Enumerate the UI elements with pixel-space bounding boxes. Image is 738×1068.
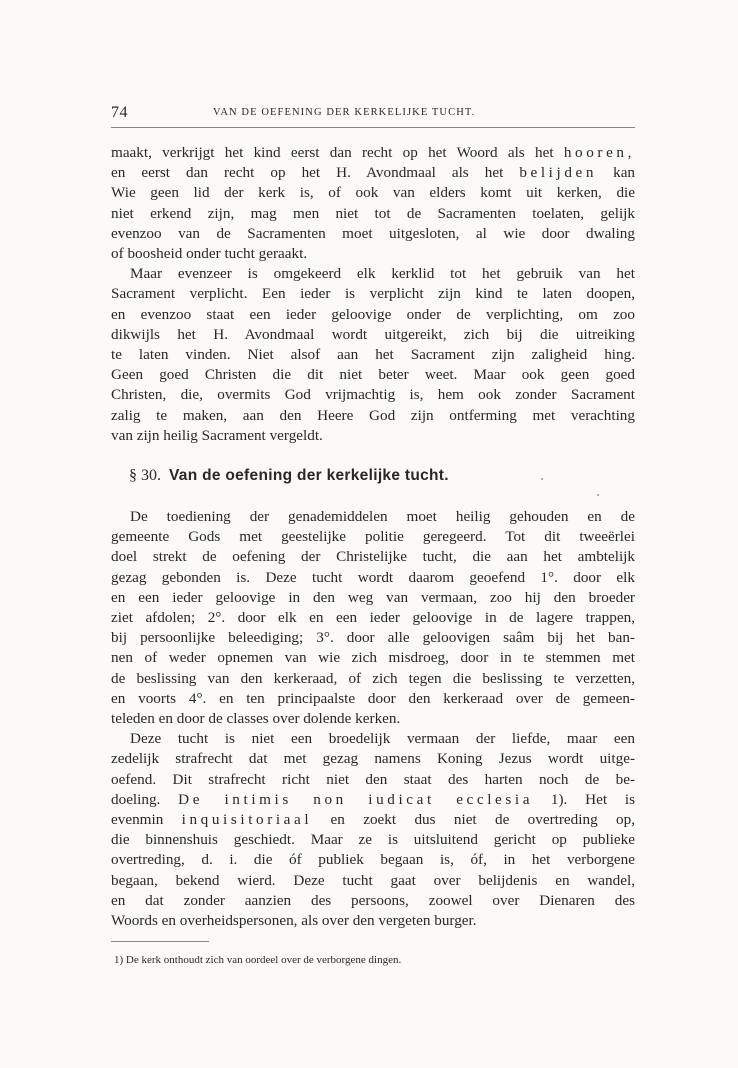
text-line: Deze tucht is niet een broedelijk vermaan der liefde, maar een: [130, 730, 635, 748]
text-line: Wie geen lid der kerk is, of ook van elders komt uit kerken, die: [111, 184, 635, 202]
body-text: [111, 143, 635, 446]
text-line: gezag gebonden is. Deze tucht wordt daarom geoefend 1°. door elk: [111, 568, 635, 586]
paragraph-3: [111, 507, 635, 729]
text-line: en een ieder geloovige in den weg van vermaan, zoo hij den broeder: [111, 588, 635, 606]
paragraph-1: [111, 143, 635, 264]
text-line: en evenzoo staat een ieder geloovige onder de verplichting, om zoo: [111, 305, 635, 323]
text-line: zalig te maken, aan den Heere God zijn ontferming met verachting: [111, 406, 635, 424]
text-line: en eerst dan recht op het H. Avondmaal als het belijden kan: [111, 164, 636, 182]
text-line: van zijn heilig Sacrament vergeldt.: [111, 426, 323, 444]
text-line: niet erkend zijn, mag men niet tot de Sacramenten toelaten, gelijk: [111, 204, 635, 222]
spaced-word: hooren,: [563, 144, 636, 161]
text-line: doel strekt de oefening der Christelijke tucht, die aan het ambtelijk: [111, 548, 635, 566]
print-speck: [597, 494, 599, 496]
section-heading: [129, 467, 449, 485]
text-line: Geen goed Christen die dit niet beter weet. Maar ook geen goed: [111, 366, 635, 384]
footnote-rule: [111, 941, 209, 942]
text-line: gemeente Gods met geestelijke politie geregeerd. Tot dit tweeërlei: [111, 528, 635, 546]
text-line: Woords en overheidspersonen, als over den vergeten burger.: [111, 912, 477, 930]
page-number: 74: [111, 104, 128, 121]
section-title: Van de oefening der kerkelijke tucht.: [169, 467, 449, 484]
spaced-word: belijden: [519, 164, 598, 182]
text-line: zedelijk strafrecht dat met gezag namens Koning Jezus wordt uitge-: [111, 750, 635, 768]
text-line: bij persoonlijke beleediging; 3°. door alle geloovigen saâm bij het ban-: [111, 629, 635, 647]
text-line: en voorts 4°. en ten principaalste door den kerkeraad over de gemeen-: [111, 689, 635, 707]
text-line: De toediening der genademiddelen moet heilig gehouden en de: [130, 508, 635, 525]
text-line: maakt, verkrijgt het kind eerst dan recht op het Woord als het hooren,: [111, 144, 636, 161]
text-line: de beslissing van den kerkeraad, of zich tegen die beslissing te verzetten,: [111, 669, 635, 687]
running-head: VAN DE OEFENING DER KERKELIJKE TUCHT.: [213, 107, 476, 118]
paragraph-4: [111, 729, 635, 931]
text-line: nen of weder opnemen van wie zich misdroeg, door in te stemmen met: [111, 649, 635, 667]
text-line: te laten vinden. Niet alsof aan het Sacrament zijn zaligheid hing.: [111, 346, 635, 364]
section-number: § 30.: [129, 467, 161, 484]
body-text-section: [111, 507, 635, 931]
text-line: evenzoo van de Sacramenten moet uitgesloten, al wie door dwaling: [111, 224, 635, 242]
text-line: of boosheid onder tucht geraakt.: [111, 245, 308, 263]
text-line: die binnenshuis geschiedt. Maar ze is uitsluitend gericht op publieke: [111, 831, 635, 849]
print-speck: [541, 478, 543, 480]
spaced-word: inquisitoriaal: [181, 811, 313, 829]
latin-phrase: De intimis non iudicat ecclesia: [178, 790, 534, 808]
text-line: ziet afdolen; 2°. door elk en een ieder geloovige in de lagere trappen,: [111, 609, 635, 627]
page-header: [111, 104, 635, 124]
text-line: Sacrament verplicht. Een ieder is verplicht zijn kind te laten doopen,: [111, 285, 635, 303]
text-line: teleden en door de classes over dolende kerken.: [111, 710, 401, 728]
text-line: begaan, bekend wierd. Deze tucht gaat over belijdenis en wandel,: [111, 871, 635, 889]
paragraph-2: [111, 264, 635, 446]
text-line: oefend. Dit strafrecht richt niet den staat des harten noch de be-: [111, 770, 635, 788]
header-rule: [111, 127, 635, 128]
text-line: Maar evenzeer is omgekeerd elk kerklid tot het gebruik van het: [130, 265, 635, 283]
text-line: en dat zonder aanzien des persoons, zoowel over Dienaren des: [111, 891, 635, 909]
footnote: 1) De kerk onthoudt zich van oordeel over de verborgene dingen.: [114, 954, 402, 966]
text-line: evenmin inquisitoriaal en zoekt dus niet de overtreding op,: [111, 811, 636, 829]
text-line: dikwijls het H. Avondmaal wordt uitgereikt, zich bij die uitreiking: [111, 325, 635, 343]
text-line: overtreding, d. i. die óf publiek begaan is, óf, in het verborgene: [111, 851, 635, 869]
text-line: doeling. De intimis non iudicat ecclesia 1). Het is: [111, 790, 636, 808]
footnote-ref: 1).: [550, 790, 568, 808]
text-line: Christen, die, overmits God vrijmachtig is, hem ook zonder Sacrament: [111, 386, 635, 404]
